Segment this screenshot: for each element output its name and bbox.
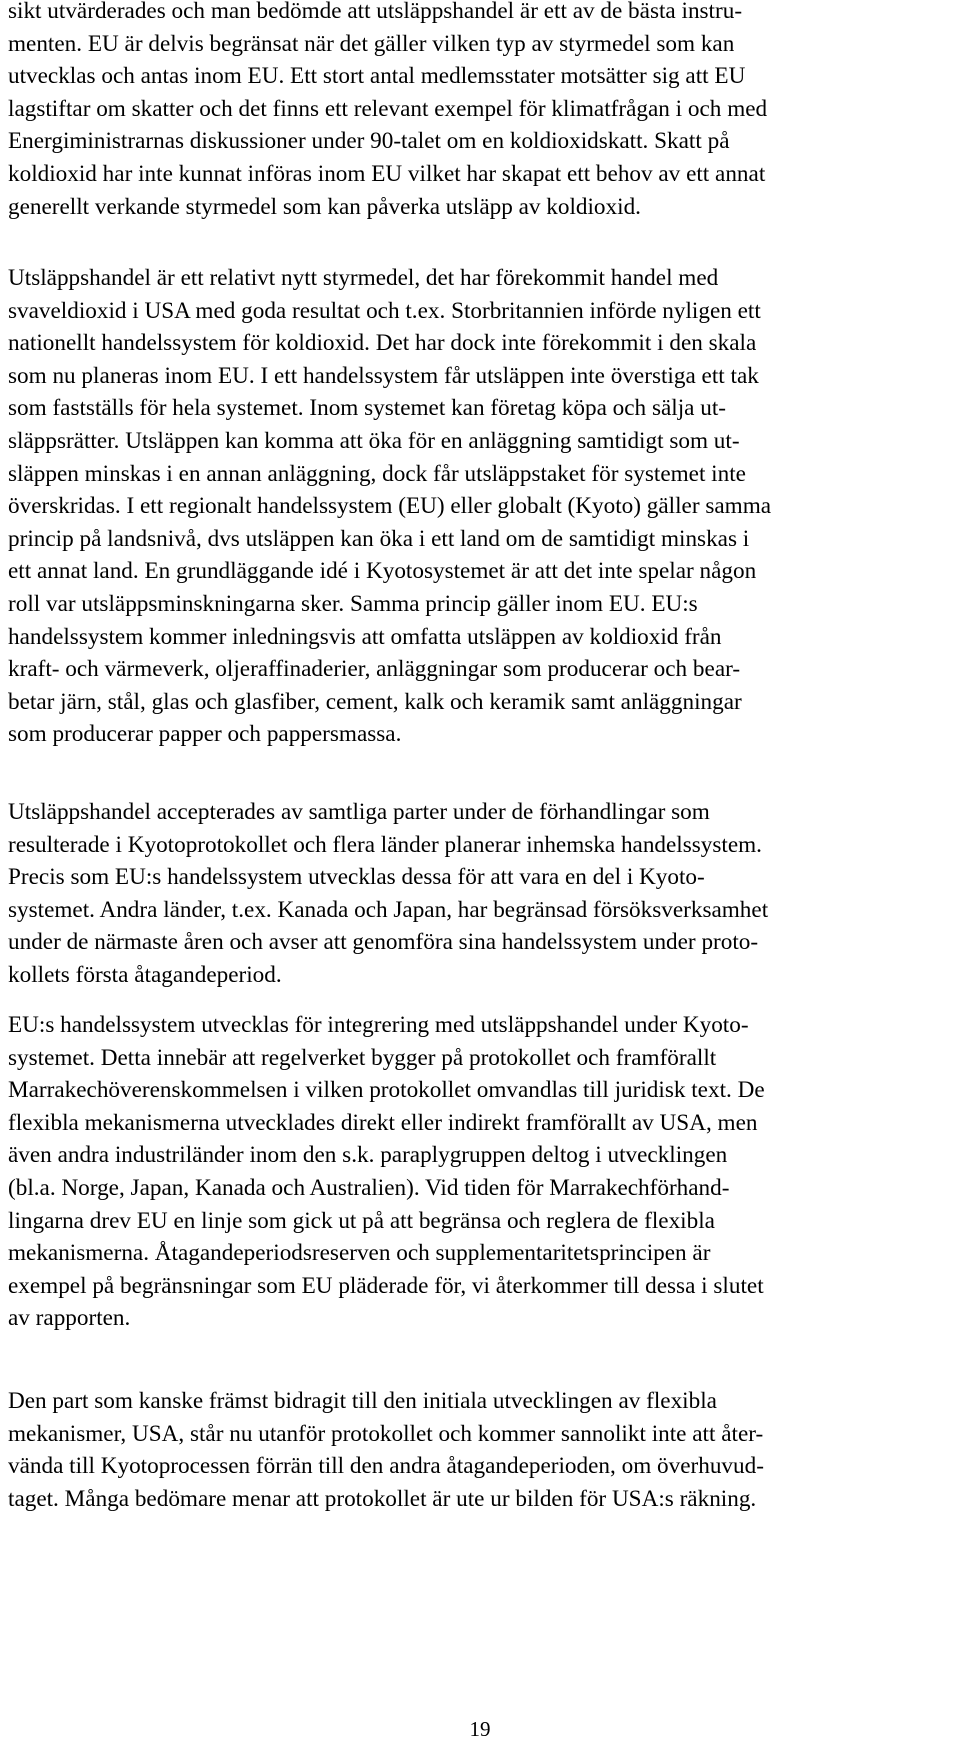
text-line: exempel på begränsningar som EU pläderade för, vi återkommer till dessa i slutet [8,1272,764,1299]
text-line: taget. Många bedömare menar att protokollet är ute ur bilden för USA:s räkning. [8,1485,757,1512]
text-line: (bl.a. Norge, Japan, Kanada och Australien). Vid tiden för Marrakechförhand- [8,1174,730,1201]
paragraph-4 [8,1009,765,1335]
text-line: Utsläppshandel accepterades av samtliga parter under de förhandlingar som [8,799,710,825]
paragraph-5 [8,1385,764,1515]
text-line: Utsläppshandel är ett relativt nytt styrmedel, det har förekommit handel med [8,265,719,291]
text-line: roll var utsläppsminskningarna sker. Samma princip gäller inom EU. EU:s [8,590,698,617]
text-line: släppsrätter. Utsläppen kan komma att öka för en anläggning samtidigt som ut- [8,427,740,454]
text-line: mekanismerna. Åtagandeperiodsreserven och supplementaritetsprincipen är [8,1240,711,1267]
text-line: överskridas. I ett regionalt handelssystem (EU) eller globalt (Kyoto) gäller samma [8,493,772,520]
text-line: betar järn, stål, glas och glasfiber, cement, kalk och keramik samt anläggningar [8,688,742,715]
page-number: 19 [469,1717,491,1741]
text-line: som producerar papper och pappersmassa. [8,721,402,748]
text-line: ett annat land. En grundläggande idé i Kyotosystemet är att det inte spelar någon [8,558,757,585]
text-line: princip på landsnivå, dvs utsläppen kan öka i ett land om de samtidigt minskas i [8,525,750,552]
text-line: generellt verkande styrmedel som kan påverka utsläpp av koldioxid. [8,193,641,220]
text-line: utvecklas och antas inom EU. Ett stort antal medlemsstater motsätter sig att EU [8,63,746,90]
paragraph-3 [8,796,768,992]
text-line: som nu planeras inom EU. I ett handelssystem får utsläppen inte överstiga ett tak [8,362,759,389]
text-line: Marrakechöverenskommelsen i vilken protokollet omvandlas till juridisk text. De [8,1077,765,1104]
text-line: systemet. Detta innebär att regelverket bygger på protokollet och framförallt [8,1044,717,1071]
text-line: Energiministrarnas diskussioner under 90-talet om en koldioxidskatt. Skatt på [8,128,730,155]
text-line: kollets första åtagandeperiod. [8,961,282,988]
paragraph-2 [8,262,771,751]
text-line: resulterade i Kyotoprotokollet och flera länder planerar inhemska handelssystem. [8,831,762,858]
text-line: vända till Kyotoprocessen förrän till den andra åtagandeperioden, om överhuvud- [8,1453,764,1480]
text-line: släppen minskas i en annan anläggning, dock får utsläppstaket för systemet inte [8,460,746,487]
text-line: under de närmaste åren och avser att genomföra sina handelssystem under proto- [8,929,759,956]
text-line: mekanismer, USA, står nu utanför protokollet och kommer sannolikt inte att åter- [8,1420,764,1447]
text-line: svaveldioxid i USA med goda resultat och t.ex. Storbritannien införde nyligen ett [8,297,761,324]
text-line: även andra industriländer inom den s.k. paraplygruppen deltog i utvecklingen [8,1142,728,1169]
text-line: EU:s handelssystem utvecklas för integrering med utsläppshandel under Kyoto- [8,1012,749,1038]
text-line: flexibla mekanismerna utvecklades direkt eller indirekt framförallt av USA, men [8,1109,758,1136]
text-line: sikt utvärderades och man bedömde att utsläppshandel är ett av de bästa instru- [8,0,743,24]
text-line: lingarna drev EU en linje som gick ut på att begränsa och reglera de flexibla [8,1207,715,1234]
text-line: av rapporten. [8,1305,131,1332]
text-line: koldioxid har inte kunnat införas inom EU vilket har skapat ett behov av ett annat [8,160,766,187]
text-line: handelssystem kommer inledningsvis att omfatta utsläppen av koldioxid från [8,623,722,650]
text-line: som fastställs för hela systemet. Inom systemet kan företag köpa och sälja ut- [8,395,726,422]
text-line: nationellt handelssystem för koldioxid. Det har dock inte förekommit i den skala [8,330,757,357]
text-line: systemet. Andra länder, t.ex. Kanada och Japan, har begränsad försöksverksamhet [8,896,769,923]
text-line: Den part som kanske främst bidragit till den initiala utvecklingen av flexibla [8,1388,717,1414]
paragraph-1 [8,0,767,223]
text-line: menten. EU är delvis begränsat när det gäller vilken typ av styrmedel som kan [8,30,735,57]
text-line: kraft- och värmeverk, oljeraffinaderier, anläggningar som producerar och bear- [8,656,741,683]
text-line: lagstiftar om skatter och det finns ett relevant exempel för klimatfrågan i och med [8,95,768,122]
text-line: Precis som EU:s handelssystem utvecklas dessa för att vara en del i Kyoto- [8,864,705,891]
document-page [8,0,952,1753]
